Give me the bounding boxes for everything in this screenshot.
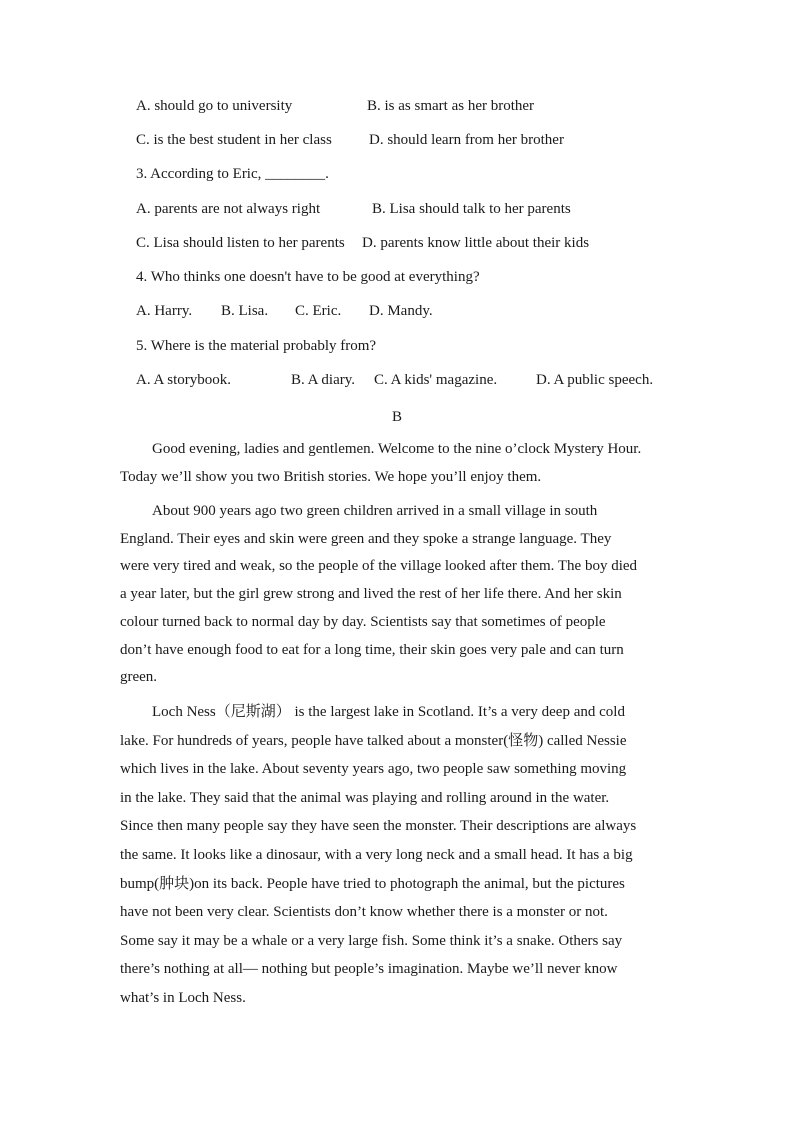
paragraph-line: Since then many people say they have seen the monster. Their descriptions are always bbox=[120, 818, 637, 835]
paragraph-line: Some say it may be a whale or a very large fish. Some think it’s a snake. Others say bbox=[120, 932, 623, 949]
q5-option-a: A. A storybook. bbox=[136, 372, 232, 388]
q3-option-a: A. parents are not always right bbox=[136, 201, 321, 217]
q4-option-c: C. Eric. bbox=[295, 303, 342, 319]
paragraph-loch-ness bbox=[120, 698, 680, 1013]
paragraph-line: what’s in Loch Ness. bbox=[120, 989, 246, 1006]
paragraph-intro bbox=[120, 436, 680, 491]
q3-option-b: B. Lisa should talk to her parents bbox=[372, 201, 571, 217]
section-b-heading: B bbox=[391, 409, 402, 425]
paragraph-green-children bbox=[120, 498, 680, 692]
paragraph-line: Today we’ll show you two British stories. We hope you’ll enjoy them. bbox=[120, 468, 542, 485]
q4-question: 4. Who thinks one doesn't have to be good at everything? bbox=[136, 269, 480, 285]
paragraph-line: Loch Ness（尼斯湖） is the largest lake in Scotland. It’s a very deep and cold bbox=[152, 704, 625, 720]
q2-option-b: B. is as smart as her brother bbox=[367, 98, 535, 114]
paragraph-line: there’s nothing at all— nothing but people’s imagination. Maybe we’ll never know bbox=[120, 961, 618, 978]
q3-option-d: D. parents know little about their kids bbox=[362, 235, 590, 251]
paragraph-line: lake. For hundreds of years, people have talked about a monster(怪物) called Nessie bbox=[120, 732, 627, 749]
paragraph-line: green. bbox=[120, 669, 158, 686]
paragraph-line: Good evening, ladies and gentlemen. Welcome to the nine o’clock Mystery Hour. bbox=[152, 441, 642, 457]
paragraph-line: England. Their eyes and skin were green and they spoke a strange language. They bbox=[120, 530, 612, 547]
q5-option-d: D. A public speech. bbox=[536, 372, 654, 388]
q2-option-d: D. should learn from her brother bbox=[369, 132, 564, 148]
q2-option-c: C. is the best student in her class bbox=[136, 132, 332, 148]
paragraph-line: About 900 years ago two green children arrived in a small village in south bbox=[152, 503, 598, 519]
paragraph-line: don’t have enough food to eat for a long time, their skin goes very pale and can turn bbox=[120, 641, 624, 658]
q3-option-c: C. Lisa should listen to her parents bbox=[136, 235, 345, 251]
q5-question: 5. Where is the material probably from? bbox=[136, 338, 377, 354]
paragraph-line: have not been very clear. Scientists don’t know whether there is a monster or not. bbox=[120, 904, 608, 921]
paragraph-line: bump(肿块)on its back. People have tried to photograph the animal, but the pictures bbox=[120, 875, 625, 892]
q5-option-c: C. A kids' magazine. bbox=[374, 372, 498, 388]
paragraph-line: which lives in the lake. About seventy years ago, two people saw something moving bbox=[120, 761, 627, 778]
paragraph-line: the same. It looks like a dinosaur, with a very long neck and a small head. It has a big bbox=[120, 846, 633, 863]
q3-question: 3. According to Eric, ________. bbox=[136, 166, 329, 182]
q4-option-a: A. Harry. bbox=[136, 303, 193, 319]
q2-option-a: A. should go to university bbox=[136, 98, 293, 114]
paragraph-line: a year later, but the girl grew strong and lived the rest of her life there. And her skin bbox=[120, 586, 622, 603]
q4-option-b: B. Lisa. bbox=[221, 303, 269, 319]
q4-option-d: D. Mandy. bbox=[369, 303, 433, 319]
q5-option-b: B. A diary. bbox=[291, 372, 356, 388]
paragraph-line: were very tired and weak, so the people of the village looked after them. The boy died bbox=[120, 558, 638, 575]
paragraph-line: colour turned back to normal day by day. Scientists say that sometimes of people bbox=[120, 613, 606, 630]
paragraph-line: in the lake. They said that the animal was playing and rolling around in the water. bbox=[120, 789, 610, 806]
